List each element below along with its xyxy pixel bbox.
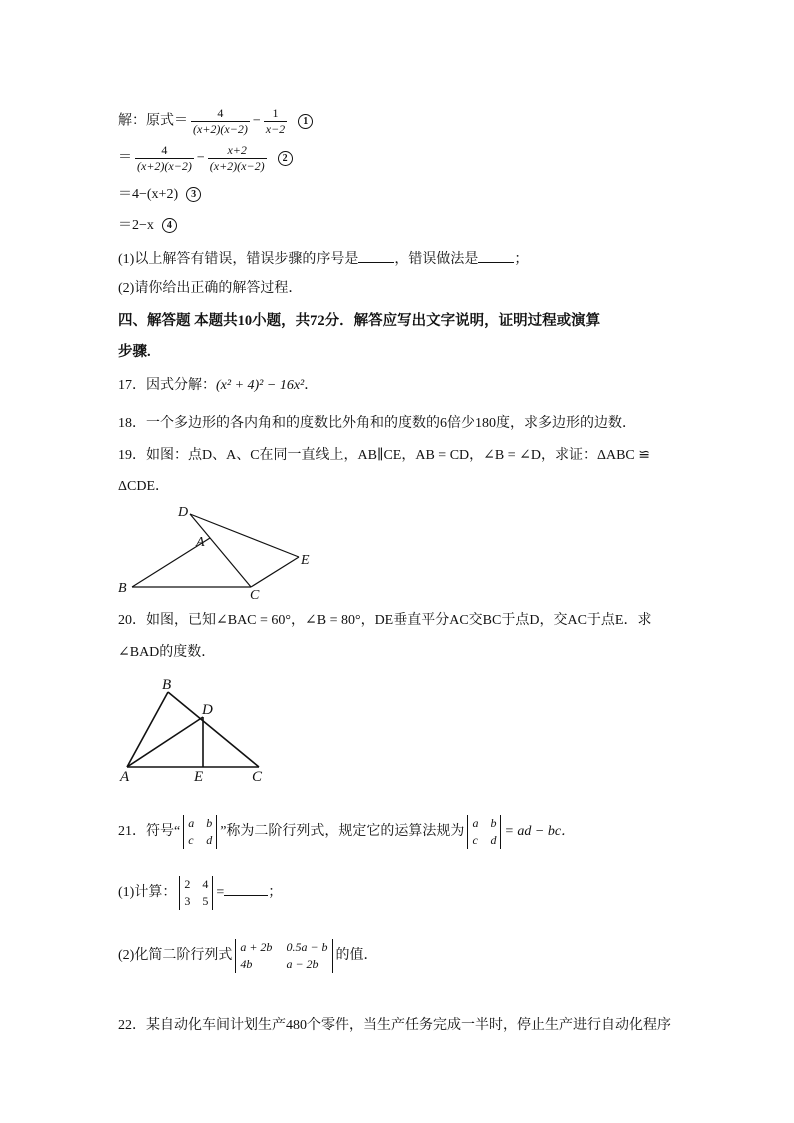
step-marker: 2 [278,151,293,166]
question-text: = ad − bc． [504,824,576,840]
det-cell: a − 2b [286,957,319,971]
question-text: ”称为二阶行列式，规定它的运算法规为 [220,824,465,840]
question-21 [118,815,575,849]
det-cell: c [188,833,194,847]
label-B: B [162,677,172,693]
step-text: ＝4−(x+2) [118,187,179,202]
denominator: x−2 [265,122,286,136]
fraction [191,106,250,137]
determinant [467,815,501,849]
determinant [179,876,213,910]
punctuation: ． [304,378,319,393]
segment-AB [127,692,168,767]
question-text: 的值． [335,948,378,964]
det-cell: 3 [184,894,191,908]
section-heading: 四、解答题 本题共10小题，共72分．解答应写出文字说明，证明过程或演算 [118,313,601,329]
question-20-line1: 20．如图，已知∠BAC = 60°，∠B = 80°，DE垂直平分AC交BC于点D，交AC于点E．求 [118,613,652,628]
sub-question-2: (2)请你给出正确的解答过程． [118,281,303,296]
minus-sign: − [196,150,205,166]
question-text: ； [514,252,529,267]
step-text: ＝2−x [118,218,154,233]
det-cell: a + 2b [240,940,273,954]
solution-step-1 [118,106,313,137]
det-cell: 4 [202,877,209,891]
det-cell: 4b [240,957,253,971]
determinant [183,815,217,849]
determinant [235,939,332,973]
det-cell: 0.5a − b [286,940,328,954]
segment-DC [190,514,251,587]
question-text: (1)计算： [118,885,177,901]
question-19-line2: ΔCDE． [118,479,170,494]
denominator: (x+2)(x−2) [193,122,248,136]
label-A: A [196,535,205,550]
label-C: C [252,769,263,785]
fraction [135,143,194,174]
fraction [264,106,287,137]
segment-DE [190,514,299,557]
solution-step-4 [118,216,177,236]
denominator: (x+2)(x−2) [137,159,192,173]
det-cell: d [490,833,497,847]
segment-AD [127,717,203,767]
numerator: x+2 [227,143,247,157]
det-cell: 5 [202,894,209,908]
question-text: (2)化简二阶行列式 [118,948,233,964]
det-cell: a [472,816,479,830]
segment-CE [251,557,299,587]
question-20-line2: ∠BAD的度数． [118,645,216,660]
numerator: 1 [272,106,279,120]
question-text: ，错误做法是 [394,252,479,267]
label-E: E [194,769,204,785]
solution-prefix: 解：原式＝ [118,113,188,129]
question-18: 18．一个多边形的各内角和的度数比外角和的度数的6倍少180度，求多边形的边数． [118,416,636,431]
sub-question-1 [118,248,528,270]
math-expression: (x² + 4)² − 16x² [216,378,305,393]
label-C: C [250,588,260,602]
solution-step-2 [118,143,293,174]
det-cell: b [206,816,213,830]
label-B: B [118,581,127,596]
det-cell: b [490,816,497,830]
answer-blank[interactable] [224,881,268,896]
segment-BC [168,692,259,767]
question-21-part-2 [118,939,378,973]
numerator: 4 [217,106,224,120]
label-D: D [202,702,213,718]
label-A: A [120,769,130,785]
figure-19-diagram [110,500,330,602]
det-cell: d [206,833,213,847]
figure-20-diagram [112,672,282,787]
answer-blank[interactable] [478,248,514,263]
denominator: (x+2)(x−2) [209,159,265,173]
fraction [208,143,267,174]
det-cell: 2 [184,877,191,891]
step-marker: 3 [186,187,201,202]
solution-step-3 [118,185,201,205]
question-text: 21．符号“ [118,824,181,840]
equals-sign: = [216,885,225,901]
label-D: D [178,505,189,520]
step-marker: 4 [162,218,177,233]
minus-sign: − [252,113,261,129]
det-cell: c [472,833,478,847]
question-17 [118,376,318,396]
label-E: E [301,553,310,568]
punctuation: ； [268,885,283,901]
section-heading-cont: 步骤. [118,344,151,360]
det-cell: a [188,816,195,830]
question-22: 22．某自动化车间计划生产480个零件，当生产任务完成一半时，停止生产进行自动化程序 [118,1018,671,1033]
question-number: 17．因式分解： [118,378,216,393]
question-19-line1: 19．如图：点D、A、C在同一直线上，AB∥CE，AB = CD，∠B = ∠D，求证：ΔABC ≌ [118,448,650,463]
numerator: 4 [161,143,168,157]
answer-blank[interactable] [358,248,394,263]
step-marker: 1 [298,114,313,129]
question-21-part-1 [118,876,282,910]
equals-sign: ＝ [118,150,132,166]
question-text: (1)以上解答有错误，错误步骤的序号是 [118,252,359,267]
